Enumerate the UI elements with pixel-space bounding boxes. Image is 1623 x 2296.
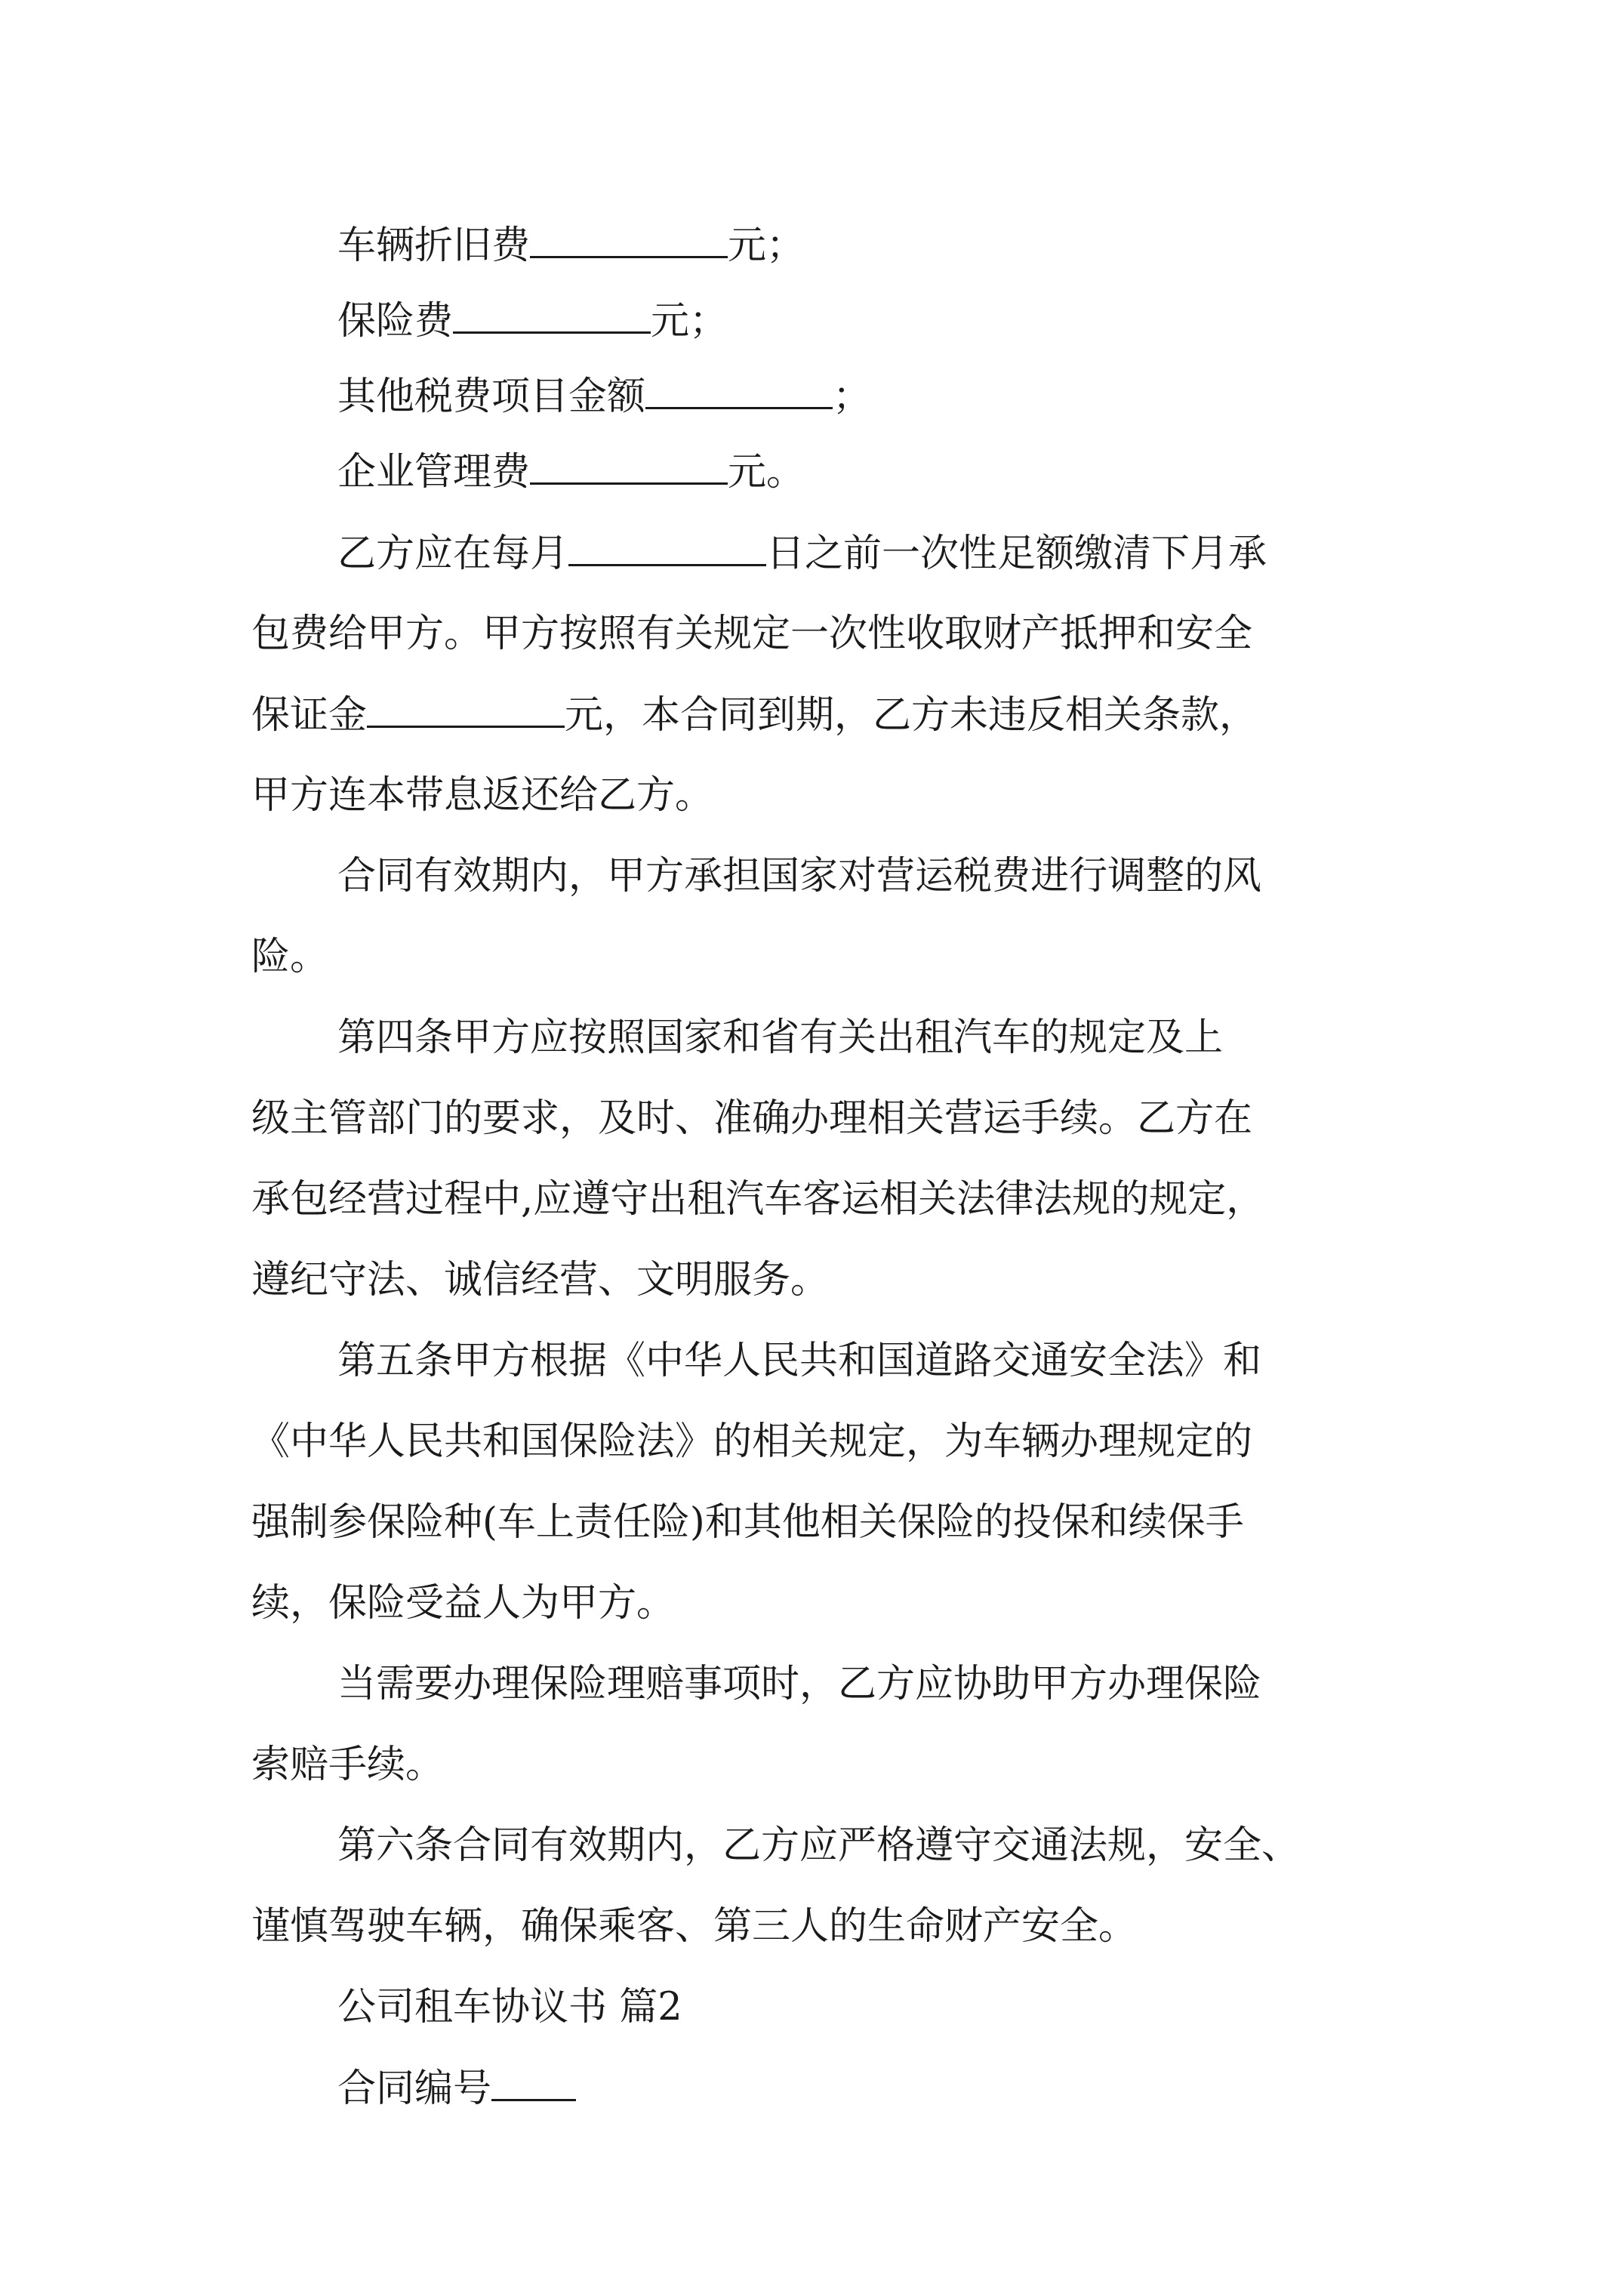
text: 保证金 [251,693,368,738]
para2-line1: 合同有效期内，甲方承担国家对营运税费进行调整的风 [337,854,1262,898]
text: 日之前一次性足额缴清下月承 [766,532,1267,576]
text: 乙方应在每月 [337,532,569,576]
para1-line2: 包费给甲方。甲方按照有关规定一次性收取财产抵押和安全 [251,612,1253,656]
contract-number-label: 合同编号 [337,2066,492,2111]
fill-blank[interactable] [530,223,728,258]
fee-suffix: 元； [728,223,805,268]
fill-blank[interactable] [367,692,565,728]
fee-suffix: 元。 [728,450,805,495]
para3-line4: 遵纪守法、诚信经营、文明服务。 [251,1258,830,1302]
para2-line2: 险。 [251,935,329,979]
fee-label: 企业管理费 [337,450,531,495]
para1-line3 [251,692,1258,738]
fill-blank[interactable] [530,449,728,485]
fee-line-other-taxes [337,374,871,419]
fee-label: 其他税费项目金额 [337,374,646,419]
para4-line4: 续，保险受益人为甲方。 [251,1581,676,1626]
section-title: 公司租车协议书 篇2 [337,1985,682,2029]
para4-line2: 《中华人民共和国保险法》的相关规定，为车辆办理规定的 [251,1419,1253,1464]
para3-line1: 第四条甲方应按照国家和省有关出租汽车的规定及上 [337,1015,1224,1060]
para6-line1: 第六条合同有效期内，乙方应严格遵守交通法规，安全、 [337,1823,1301,1868]
contract-number-line [337,2066,576,2111]
para3-line3: 承包经营过程中,应遵守出租汽车客运相关法律法规的规定， [251,1177,1265,1222]
fee-label: 保险费 [337,299,454,344]
para6-line2: 谨慎驾驶车辆，确保乘客、第三人的生命财产安全。 [251,1904,1138,1949]
para3-line2: 级主管部门的要求，及时、准确办理相关营运手续。乙方在 [251,1096,1253,1141]
contract-number-blank[interactable] [491,2066,576,2101]
text: 元，本合同到期，乙方未违反相关条款， [565,693,1258,738]
fill-blank[interactable] [645,374,833,409]
fill-blank[interactable] [453,298,651,334]
para4-line3: 强制参保险种(车上责任险)和其他相关保险的投保和续保手 [251,1500,1244,1545]
para1-line4: 甲方连本带息返还给乙方。 [251,773,714,818]
fee-line-depreciation [337,223,805,268]
fee-line-insurance [337,298,728,344]
fill-blank[interactable] [568,531,766,566]
para5-line1: 当需要办理保险理赔事项时，乙方应协助甲方办理保险 [337,1662,1262,1706]
fee-label: 车辆折旧费 [337,223,531,268]
fee-line-management [337,449,805,495]
para4-line1: 第五条甲方根据《中华人民共和国道路交通安全法》和 [337,1339,1262,1383]
para1-line1 [337,531,1267,576]
para5-line2: 索赔手续。 [251,1743,445,1787]
fee-suffix: 元； [651,299,728,344]
fee-suffix: ； [833,374,872,419]
